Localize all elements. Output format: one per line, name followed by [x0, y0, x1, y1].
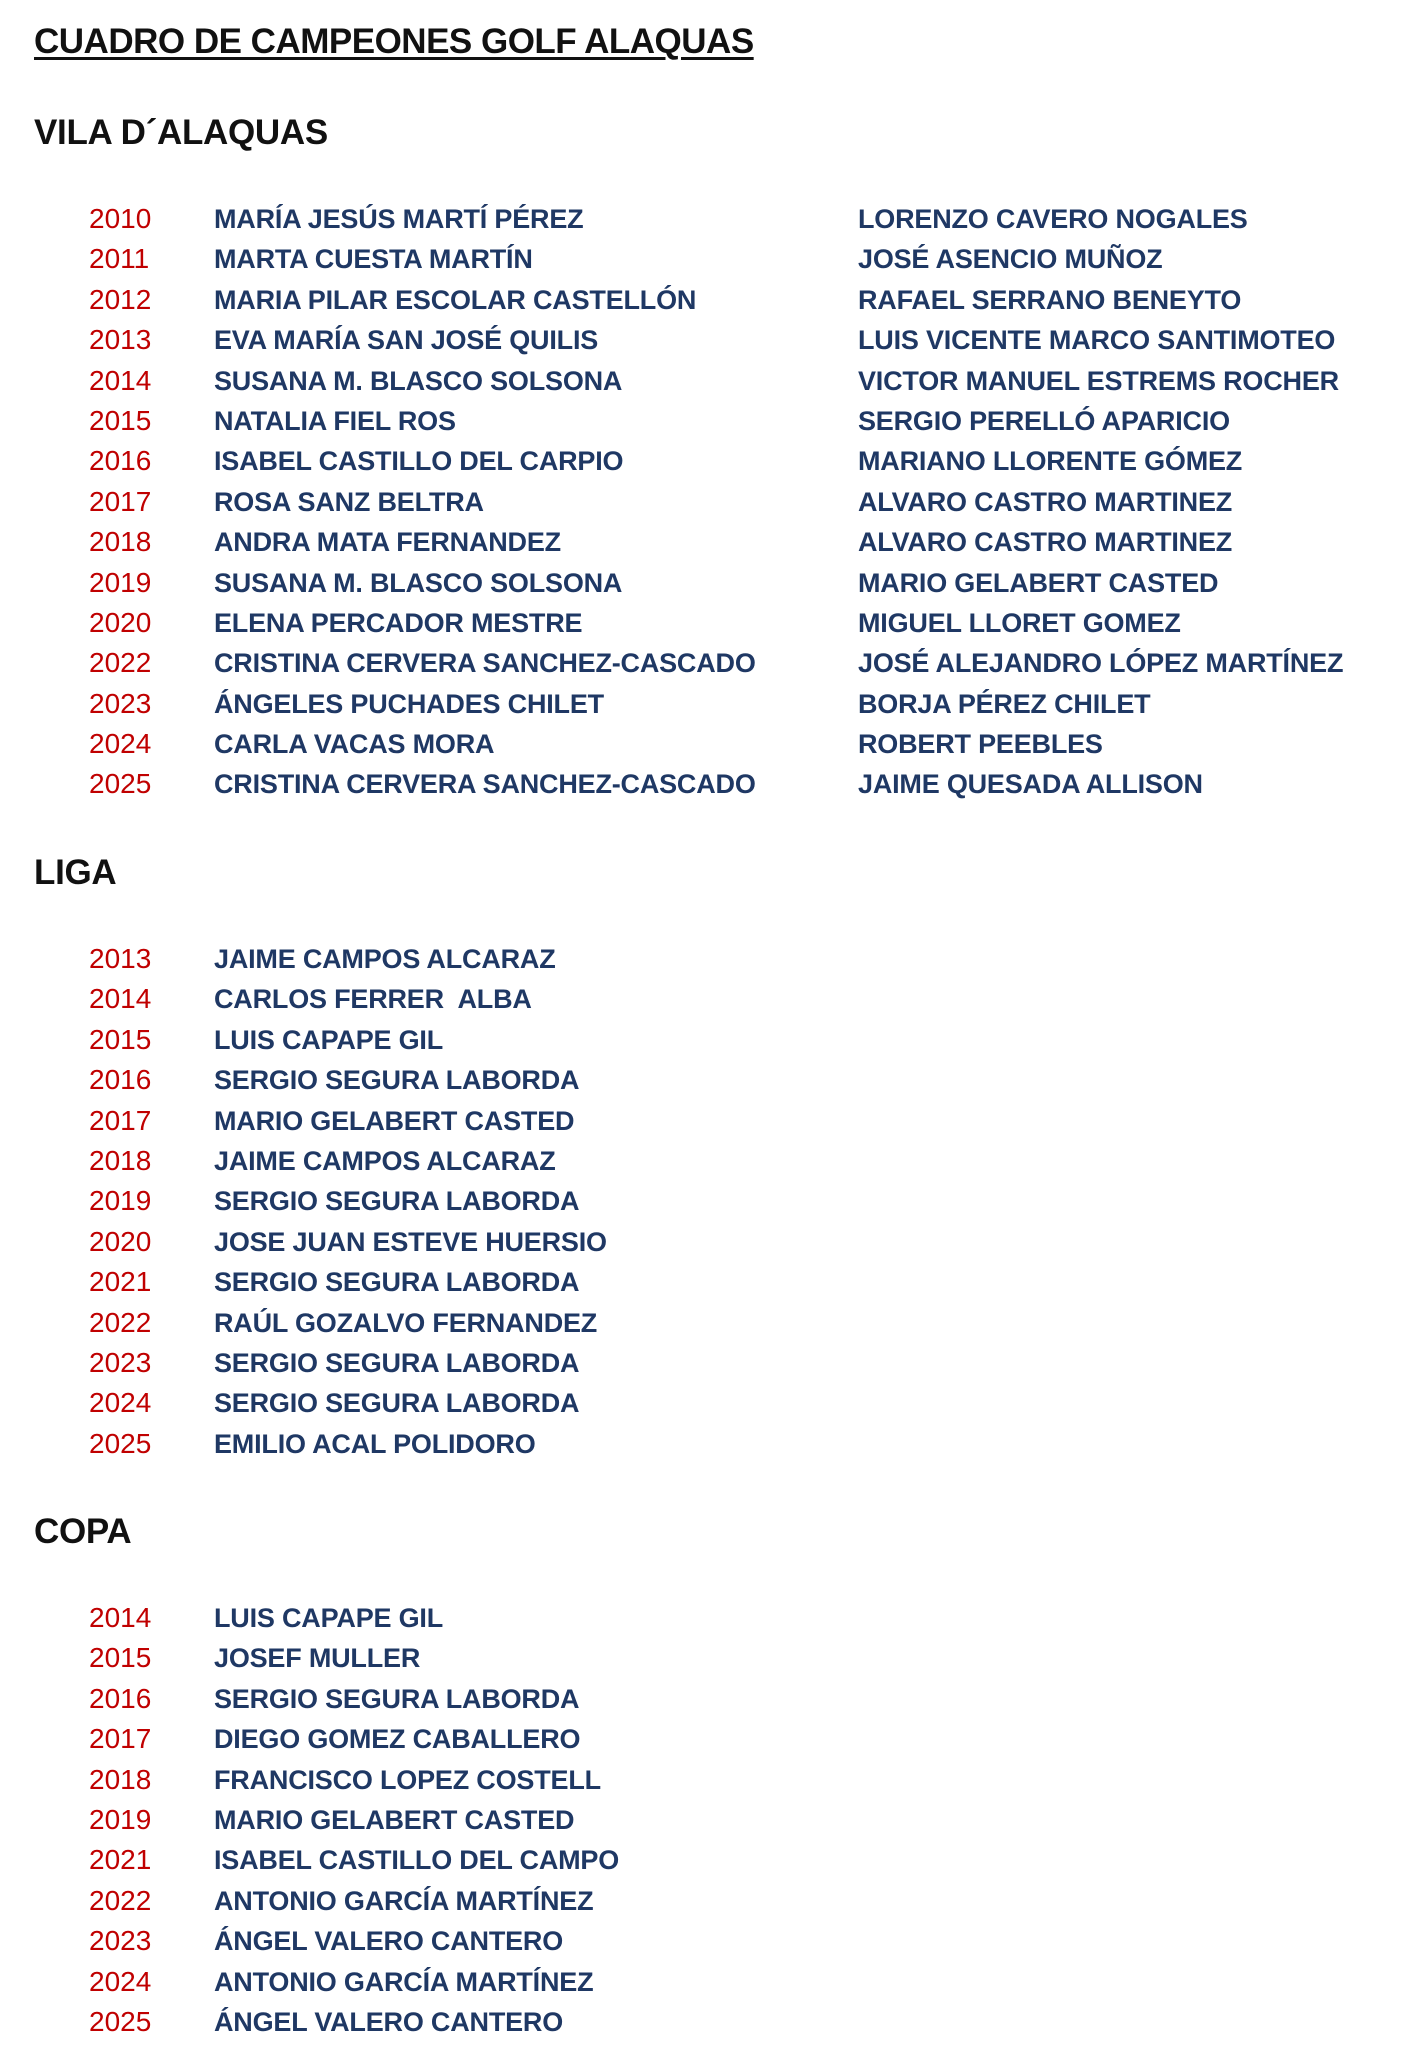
womens-champion: MARTA CUESTA MARTÍN — [214, 244, 533, 275]
year-label: 2023 — [89, 1346, 152, 1378]
year-label: 2016 — [89, 1064, 152, 1096]
mens-champion: VICTOR MANUEL ESTREMS ROCHER — [858, 365, 1339, 396]
womens-champion: MARIA PILAR ESCOLAR CASTELLÓN — [214, 284, 697, 315]
champion-name: SERGIO SEGURA LABORDA — [214, 1186, 580, 1217]
list-item — [0, 1840, 1412, 1880]
mens-champion: ROBERT PEEBLES — [858, 729, 1103, 760]
champion-name: ANTONIO GARCÍA MARTÍNEZ — [214, 1885, 594, 1916]
section-heading-copa: COPA — [34, 1512, 132, 1551]
list-item — [0, 320, 1412, 360]
list-item — [0, 280, 1412, 320]
list-item — [0, 361, 1412, 401]
champion-name: SERGIO SEGURA LABORDA — [214, 1267, 580, 1298]
list-item — [0, 643, 1412, 683]
champion-name: SERGIO SEGURA LABORDA — [214, 1388, 580, 1419]
champion-name: LUIS CAPAPE GIL — [214, 1024, 444, 1055]
year-label: 2016 — [89, 1682, 152, 1714]
year-label: 2018 — [89, 1144, 152, 1176]
year-label: 2024 — [89, 1387, 152, 1419]
champion-name: ÁNGEL VALERO CANTERO — [214, 2006, 564, 2037]
liga-list — [0, 939, 1412, 1464]
year-label: 2020 — [89, 606, 152, 638]
womens-champion: NATALIA FIEL ROS — [214, 405, 456, 436]
list-item — [0, 1141, 1412, 1181]
year-label: 2021 — [89, 1266, 152, 1298]
year-label: 2012 — [89, 283, 152, 315]
year-label: 2014 — [89, 1602, 152, 1633]
list-item — [0, 522, 1412, 562]
mens-champion: MIGUEL LLORET GOMEZ — [858, 607, 1181, 638]
list-item — [0, 1383, 1412, 1423]
year-label: 2013 — [89, 943, 152, 974]
year-label: 2022 — [89, 1884, 152, 1916]
list-item — [0, 764, 1412, 804]
mens-champion: MARIANO LLORENTE GÓMEZ — [858, 446, 1243, 477]
womens-champion: ÁNGELES PUCHADES CHILET — [214, 688, 604, 719]
womens-champion: ANDRA MATA FERNANDEZ — [214, 527, 561, 558]
womens-champion: CRISTINA CERVERA SANCHEZ-CASCADO — [214, 648, 756, 679]
list-item — [0, 1181, 1412, 1221]
year-label: 2010 — [89, 203, 152, 234]
list-item — [0, 1020, 1412, 1060]
year-label: 2014 — [89, 983, 152, 1015]
champion-name: ANTONIO GARCÍA MARTÍNEZ — [214, 1966, 594, 1997]
champion-name: CARLOS FERRER ALBA — [214, 984, 532, 1015]
year-label: 2025 — [89, 1427, 152, 1459]
year-label: 2013 — [89, 324, 152, 356]
year-label: 2011 — [89, 243, 150, 275]
year-label: 2016 — [89, 445, 152, 477]
womens-champion: SUSANA M. BLASCO SOLSONA — [214, 365, 623, 396]
womens-champion: CARLA VACAS MORA — [214, 729, 495, 760]
list-item — [0, 1262, 1412, 1302]
womens-champion: CRISTINA CERVERA SANCHEZ-CASCADO — [214, 769, 756, 800]
year-label: 2017 — [89, 485, 152, 517]
section-heading-vila: VILA D´ALAQUAS — [34, 113, 328, 152]
year-label: 2018 — [89, 526, 152, 558]
list-item — [0, 724, 1412, 764]
list-item — [0, 401, 1412, 441]
list-item — [0, 1800, 1412, 1840]
list-item — [0, 1424, 1412, 1464]
list-item — [0, 239, 1412, 279]
list-item — [0, 563, 1412, 603]
list-item — [0, 1921, 1412, 1961]
list-item — [0, 1598, 1412, 1638]
womens-champion: SUSANA M. BLASCO SOLSONA — [214, 567, 623, 598]
document-title: CUADRO DE CAMPEONES GOLF ALAQUAS — [34, 22, 754, 61]
list-item — [0, 1679, 1412, 1719]
year-label: 2019 — [89, 566, 152, 598]
list-item — [0, 1060, 1412, 1100]
champion-name: FRANCISCO LOPEZ COSTELL — [214, 1764, 601, 1795]
vila-list — [0, 199, 1412, 805]
year-label: 2018 — [89, 1763, 152, 1795]
list-item — [0, 1343, 1412, 1383]
womens-champion: ISABEL CASTILLO DEL CARPIO — [214, 446, 624, 477]
list-item — [0, 1881, 1412, 1921]
list-item — [0, 603, 1412, 643]
champion-name: SERGIO SEGURA LABORDA — [214, 1065, 580, 1096]
year-label: 2023 — [89, 1925, 152, 1957]
year-label: 2015 — [89, 1642, 152, 1674]
year-label: 2014 — [89, 364, 152, 396]
champion-name: MARIO GELABERT CASTED — [214, 1804, 575, 1835]
champion-name: SERGIO SEGURA LABORDA — [214, 1683, 580, 1714]
mens-champion: LUIS VICENTE MARCO SANTIMOTEO — [858, 325, 1336, 356]
copa-list — [0, 1598, 1412, 2042]
mens-champion: JAIME QUESADA ALLISON — [858, 769, 1203, 800]
year-label: 2022 — [89, 647, 152, 679]
list-item — [0, 939, 1412, 979]
year-label: 2019 — [89, 1185, 152, 1217]
champion-name: LUIS CAPAPE GIL — [214, 1603, 444, 1633]
mens-champion: ALVARO CASTRO MARTINEZ — [858, 486, 1233, 517]
champion-name: JAIME CAMPOS ALCARAZ — [214, 944, 556, 974]
mens-champion: SERGIO PERELLÓ APARICIO — [858, 405, 1230, 436]
list-item — [0, 2002, 1412, 2042]
year-label: 2017 — [89, 1104, 152, 1136]
womens-champion: EVA MARÍA SAN JOSÉ QUILIS — [214, 325, 599, 356]
year-label: 2024 — [89, 728, 152, 760]
mens-champion: MARIO GELABERT CASTED — [858, 567, 1219, 598]
champion-name: JOSEF MULLER — [214, 1643, 421, 1674]
mens-champion: BORJA PÉREZ CHILET — [858, 688, 1151, 719]
womens-champion: MARÍA JESÚS MARTÍ PÉREZ — [214, 204, 584, 234]
year-label: 2017 — [89, 1723, 152, 1755]
list-item — [0, 979, 1412, 1019]
year-label: 2022 — [89, 1306, 152, 1338]
year-label: 2020 — [89, 1225, 152, 1257]
list-item — [0, 199, 1412, 239]
year-label: 2015 — [89, 404, 152, 436]
list-item — [0, 482, 1412, 522]
list-item — [0, 1962, 1412, 2002]
womens-champion: ROSA SANZ BELTRA — [214, 486, 484, 517]
year-label: 2025 — [89, 768, 152, 800]
list-item — [0, 684, 1412, 724]
mens-champion: LORENZO CAVERO NOGALES — [858, 204, 1248, 234]
womens-champion: ELENA PERCADOR MESTRE — [214, 607, 583, 638]
champion-name: EMILIO ACAL POLIDORO — [214, 1428, 536, 1459]
champion-name: JOSE JUAN ESTEVE HUERSIO — [214, 1226, 607, 1257]
list-item — [0, 1760, 1412, 1800]
champion-name: ISABEL CASTILLO DEL CAMPO — [214, 1845, 620, 1876]
list-item — [0, 1222, 1412, 1262]
champion-name: SERGIO SEGURA LABORDA — [214, 1347, 580, 1378]
mens-champion: ALVARO CASTRO MARTINEZ — [858, 527, 1233, 558]
list-item — [0, 441, 1412, 481]
list-item — [0, 1303, 1412, 1343]
champion-name: ÁNGEL VALERO CANTERO — [214, 1926, 564, 1957]
year-label: 2025 — [89, 2005, 152, 2037]
champion-name: RAÚL GOZALVO FERNANDEZ — [214, 1307, 598, 1338]
champion-name: MARIO GELABERT CASTED — [214, 1105, 575, 1136]
year-label: 2024 — [89, 1965, 152, 1997]
year-label: 2021 — [89, 1844, 152, 1876]
mens-champion: RAFAEL SERRANO BENEYTO — [858, 284, 1242, 315]
champion-name: DIEGO GOMEZ CABALLERO — [214, 1724, 581, 1755]
year-label: 2023 — [89, 687, 152, 719]
year-label: 2015 — [89, 1023, 152, 1055]
list-item — [0, 1719, 1412, 1759]
year-label: 2019 — [89, 1803, 152, 1835]
mens-champion: JOSÉ ASENCIO MUÑOZ — [858, 244, 1163, 275]
section-heading-liga: LIGA — [34, 853, 117, 892]
mens-champion: JOSÉ ALEJANDRO LÓPEZ MARTÍNEZ — [858, 648, 1344, 679]
list-item — [0, 1638, 1412, 1678]
champion-name: JAIME CAMPOS ALCARAZ — [214, 1145, 556, 1176]
list-item — [0, 1101, 1412, 1141]
